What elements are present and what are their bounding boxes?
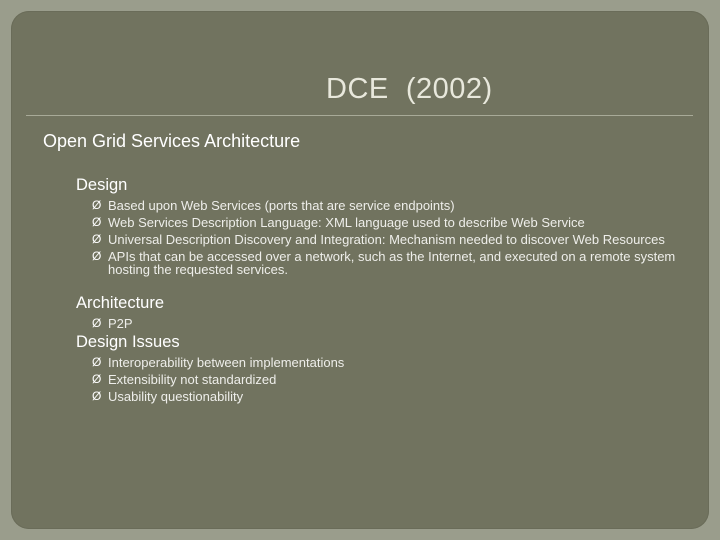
list-item (76, 233, 686, 246)
section-title: Design (76, 176, 128, 194)
bullet-text: Universal Description Discovery and Integration: Mechanism needed to discover Web Resources (108, 232, 665, 247)
bullet-text: Usability questionability (108, 389, 244, 404)
slide-title: DCE (2002) (326, 73, 493, 105)
list-item (76, 250, 686, 276)
section-design-issues (76, 332, 686, 403)
list-item (76, 390, 686, 403)
section-title: Architecture (76, 294, 165, 312)
bullet-text: Interoperability between implementations (108, 355, 345, 370)
section-architecture (76, 293, 686, 330)
list-item (76, 199, 686, 212)
bullet-text: Extensibility not standardized (108, 372, 277, 387)
arrow-bullet-icon: Ø (92, 355, 102, 369)
slide-panel (11, 11, 709, 529)
arrow-bullet-icon: Ø (92, 389, 102, 403)
arrow-bullet-icon: Ø (92, 249, 102, 263)
bullet-list (76, 317, 686, 330)
arrow-bullet-icon: Ø (92, 198, 102, 212)
bullet-list (76, 199, 686, 276)
arrow-bullet-icon: Ø (92, 215, 102, 229)
list-item (76, 317, 686, 330)
section-title: Design Issues (76, 333, 180, 351)
title-divider (26, 115, 693, 116)
bullet-text: Based upon Web Services (ports that are service endpoints) (108, 198, 455, 213)
list-item (76, 356, 686, 369)
bullet-text: Web Services Description Language: XML language used to describe Web Service (108, 215, 585, 230)
section-design (76, 175, 686, 276)
list-item (76, 216, 686, 229)
arrow-bullet-icon: Ø (92, 372, 102, 386)
bullet-text: P2P (108, 316, 133, 331)
arrow-bullet-icon: Ø (92, 232, 102, 246)
list-item (76, 373, 686, 386)
arrow-bullet-icon: Ø (92, 316, 102, 330)
bullet-list (76, 356, 686, 403)
bullet-text: APIs that can be accessed over a network, such as the Internet, and executed on a remote system hosting the requested services. (108, 249, 676, 277)
slide-heading: Open Grid Services Architecture (43, 131, 301, 151)
